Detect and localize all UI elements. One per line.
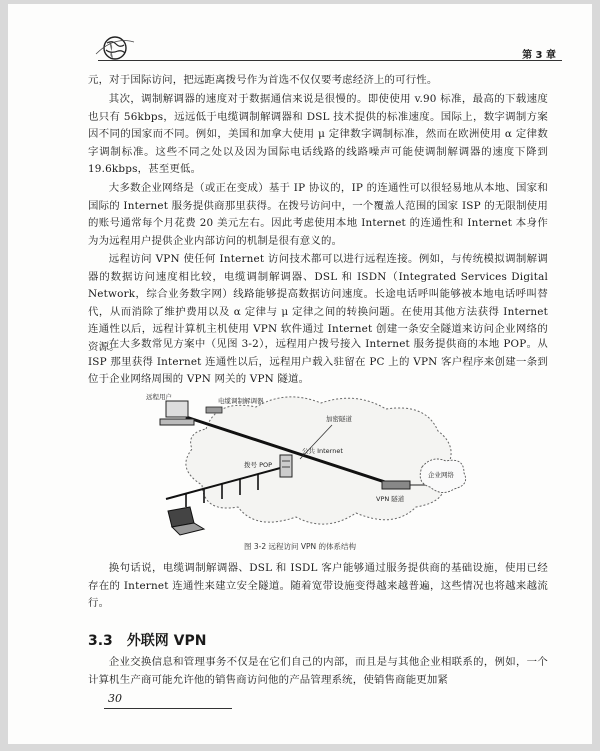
paragraph-6: 换句话说，电缆调制解调器、DSL 和 ISDL 客户能够通过服务提供商的基础设施，使用已经存在的 Internet 连通性来建立安全隧道。随着宽带设施变得越来越普遍，这些情况也将越来越流行。 [88, 562, 548, 610]
remote-laptop-icon [168, 507, 204, 535]
paragraph-7: 企业交换信息和管理事务不仅是在它们自己的内部，而且是与其他企业相联系的，例如，一个计算机生产商可能允许他的销售商访问他的产品管理系统，使销售商能更加紧 [88, 656, 548, 686]
label-enterprise-network: 企业网络 [428, 471, 454, 479]
header-rule [98, 60, 562, 61]
remote-user-pc-icon [160, 401, 194, 425]
section-title: 外联网 VPN [126, 633, 207, 649]
figure-caption: 图 3-2 远程访问 VPN 的体系结构 [243, 542, 357, 551]
paragraph-5: 在大多数常见方案中（见图 3-2），远程用户拨号接入 Internet 服务提供商的本地 POP。从 ISP 那里获得 Internet 连通性以后，远程用户载入驻留在 PC 上的 VPN 客户程序来创建一条到位于企业网络周围的 VPN 网关的 VPN 隧道。 [88, 338, 548, 386]
dialup-pop-server-icon [280, 455, 292, 477]
label-encrypted-tunnel: 加密隧道 [326, 415, 352, 423]
remote-access-vpn-diagram [146, 389, 470, 537]
label-dialup-pop: 拨号 POP [244, 461, 273, 469]
label-cable-modem: 电缆调制解调器 [218, 397, 264, 405]
paragraph-1: 元，对于国际访问，把远距离拨号作为首选不仅仅要考虑经济上的可行性。 [88, 74, 438, 86]
paragraph-4: 远程访问 VPN 使任何 Internet 访问技术都可以进行远程连接。例如，与传统模拟调制解调器的数据访问速度相比较，电缆调制解调器、DSL 和 ISDN（Integrated Services Digital Network，综合业务数字网）线路能够提高数据访问速度。长途电话呼叫能够被本地电话呼叫替代，从而消除了维护费用以及 α 定律与 μ 定律之间的转换问题。在使用其他方法获得 Internet 连通性以后，远程计算机主机使用 VPN 软件通过 Internet 创建一条安全隧道来访问企业网络的资源。 [88, 253, 548, 353]
cable-modem-icon [206, 407, 222, 413]
footer-rule [104, 708, 232, 709]
page-header [8, 4, 592, 64]
section-number: 3.3 [88, 633, 113, 649]
globe-logo-icon [94, 32, 136, 62]
label-public-internet: 公共 Internet [302, 447, 343, 455]
document-page [8, 4, 592, 744]
chapter-label: 第 3 章 [522, 50, 556, 61]
paragraph-3: 大多数企业网络是（或正在变成）基于 IP 协议的，IP 的连通性可以很轻易地从本地、国家和国际的 Internet 服务提供商那里获得。在拨号访问中，一个覆盖人范围的国家 ISP 的无限制使用的账号通常每个月花费 20 美元左右。因此考虑使用本地 Internet 的连通性和 Internet 本身作为为远程用户提供企业内部访问的机制是很有意义的。 [88, 182, 548, 247]
paragraph-2: 其次，调制解调器的速度对于数据通信来说是很慢的。即使使用 v.90 标准，最高的下载速度也只有 56kbps，远远低于电缆调制解调器和 DSL 技术提供的标准速度。国际上，数字调制方案因不同的国家而不同。例如，美国和加拿大使用 μ 定律数字调制标准，然而在欧洲使用 α 定律数字调制标准。这些不同之处以及因为国际电话线路的线路噪声可能使调制解调器的速度下降到 19.6kbps，甚至更低。 [88, 93, 548, 176]
label-vpn-tunnel: VPN 隧道 [376, 495, 405, 503]
label-remote-user: 远程用户 [146, 393, 172, 401]
page-number: 30 [108, 692, 122, 705]
section-heading [88, 630, 207, 650]
